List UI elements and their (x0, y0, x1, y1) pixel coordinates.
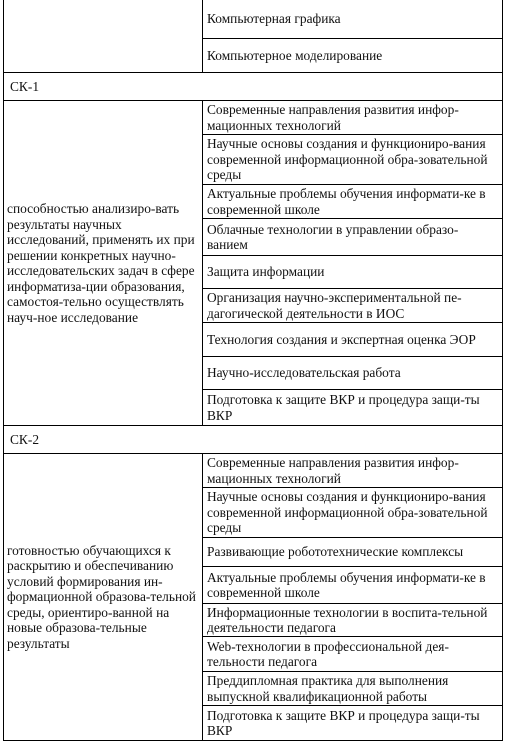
discipline-cell (203, 672, 503, 706)
discipline-cell (203, 637, 503, 672)
discipline-cell (203, 289, 503, 323)
competency-code-cell (4, 426, 503, 454)
discipline-name: Подготовка к защите ВКР и процедура защи-ты ВКР (207, 707, 480, 738)
discipline-cell (203, 357, 503, 390)
discipline-name: Web-технологии в профессиональной дея-тельности педагога (207, 638, 449, 669)
discipline-name: Актуальные проблемы обучения информати-ке в современной школе (207, 186, 486, 217)
discipline-name: Организация научно-экспериментальной пе-дагогической деятельности в ИОС (207, 290, 462, 321)
table-row (4, 101, 503, 135)
competency-code: СК-1 (10, 78, 40, 94)
discipline-cell (203, 604, 503, 637)
competency-description-cell (4, 454, 203, 741)
discipline-name: Научные основы создания и функциониро-вания современной информационной обра-зовательной среды (207, 136, 488, 183)
discipline-cell (203, 135, 503, 185)
discipline-cell (203, 390, 503, 426)
discipline-name: Научно-исследовательская работа (207, 365, 401, 381)
empty-cell (4, 0, 203, 73)
discipline-cell (203, 538, 503, 567)
discipline-name: Развивающие робототехнические комплексы (207, 544, 464, 560)
discipline-cell (203, 101, 503, 135)
discipline-name: Информационные технологии в воспита-тельной деятельности педагога (207, 604, 488, 635)
table-row (4, 454, 503, 488)
competency-code: СК-2 (10, 431, 40, 447)
discipline-name: Облачные технологии в управлении образо-ванием (207, 221, 459, 252)
competency-description: способностью анализиро-вать результаты научных исследований, применять их при решении конкретных научно-исследовательских задач в сфере информатиза-ции образования, самостоя-тельно осуществлять науч-ное исследование (7, 201, 195, 325)
discipline-cell (203, 323, 503, 357)
discipline-cell (203, 567, 503, 604)
discipline-cell (203, 488, 503, 538)
discipline-name: Преддипломная практика для выполнения выпускной квалификационной работы (207, 673, 449, 704)
competency-table-page (3, 0, 502, 741)
discipline-cell (203, 0, 503, 39)
discipline-cell (203, 39, 503, 73)
table-row (4, 73, 503, 101)
discipline-name: Технология создания и экспертная оценка ЭОР (207, 331, 476, 347)
discipline-cell (203, 219, 503, 256)
discipline-name: Компьютерное моделирование (207, 47, 383, 63)
discipline-cell (203, 256, 503, 289)
competency-table (3, 0, 503, 741)
discipline-name: Научные основы создания и функциониро-вания современной информационной обра-зовательной среды (207, 489, 488, 536)
discipline-name: Подготовка к защите ВКР и процедура защи-ты ВКР (207, 392, 480, 423)
discipline-cell (203, 454, 503, 488)
discipline-cell (203, 185, 503, 219)
discipline-name: Современные направления развития инфор-мационных технологий (207, 102, 459, 133)
discipline-name: Современные направления развития инфор-мационных технологий (207, 455, 459, 486)
table-row (4, 426, 503, 454)
table-row (4, 0, 503, 39)
discipline-name: Актуальные проблемы обучения информати-ке в современной школе (207, 569, 486, 600)
competency-description: готовностью обучающихся к раскрытию и обеспечиванию условий формирования ин-формационной образова-тельной среды, ориентиро-ванной на новые образова-тельные результаты (7, 542, 196, 651)
discipline-name: Компьютерная графика (207, 11, 341, 27)
competency-code-cell (4, 73, 503, 101)
discipline-cell (203, 706, 503, 741)
competency-description-cell (4, 101, 203, 426)
discipline-name: Защита информации (207, 264, 325, 280)
